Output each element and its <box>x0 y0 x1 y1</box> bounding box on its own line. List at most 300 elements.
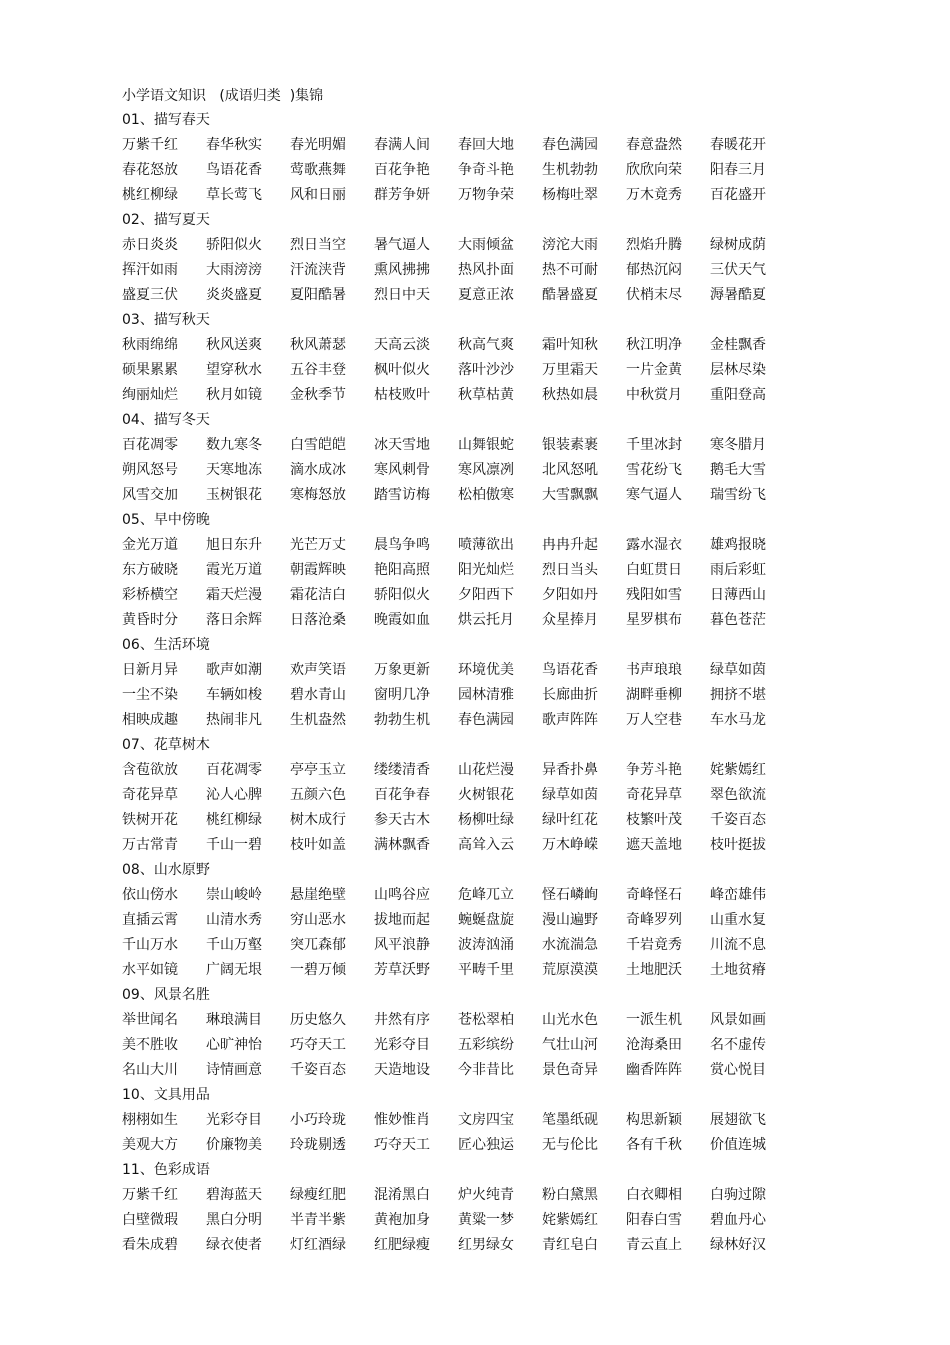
idiom-cell: 重阳登高 <box>710 387 766 403</box>
idiom-cell: 生机勃勃 <box>542 162 598 178</box>
idiom-cell: 青红皂白 <box>542 1237 598 1253</box>
idiom-cell: 勃勃生机 <box>374 712 430 728</box>
idiom-cell: 玉树银花 <box>206 487 262 503</box>
idiom-rows <box>122 433 782 508</box>
idiom-cell: 绿草如茵 <box>710 662 766 678</box>
idiom-row <box>122 608 782 633</box>
idiom-rows <box>122 1183 782 1258</box>
idiom-cell: 烈焰升腾 <box>626 237 682 253</box>
idiom-cell: 酷暑盛夏 <box>542 287 598 303</box>
idiom-cell: 层林尽染 <box>710 362 766 378</box>
idiom-cell: 雄鸡报晓 <box>710 537 766 553</box>
idiom-cell: 混淆黑白 <box>374 1187 430 1203</box>
idiom-cell: 滂沱大雨 <box>542 237 598 253</box>
idiom-cell: 长廊曲折 <box>542 687 598 703</box>
idiom-cell: 大雨倾盆 <box>458 237 514 253</box>
idiom-cell: 万古常青 <box>122 837 178 853</box>
idiom-cell: 树木成行 <box>290 812 346 828</box>
idiom-cell: 中秋赏月 <box>626 387 682 403</box>
idiom-cell: 一派生机 <box>626 1012 682 1028</box>
document-title: 小学语文知识 (成语归类 )集锦 <box>122 88 324 104</box>
idiom-cell: 灯红酒绿 <box>290 1237 346 1253</box>
idiom-cell: 北风怒吼 <box>542 462 598 478</box>
idiom-cell: 光芒万丈 <box>290 537 346 553</box>
idiom-cell: 车辆如梭 <box>206 687 262 703</box>
idiom-cell: 景色奇异 <box>542 1062 598 1078</box>
idiom-cell: 书声琅琅 <box>626 662 682 678</box>
idiom-row <box>122 783 782 808</box>
idiom-cell: 千山万壑 <box>206 937 262 953</box>
idiom-row <box>122 1208 782 1233</box>
idiom-section <box>122 733 782 858</box>
idiom-cell: 东方破晓 <box>122 562 178 578</box>
idiom-cell: 夕阳西下 <box>458 587 514 603</box>
idiom-cell: 价廉物美 <box>206 1137 262 1153</box>
idiom-cell: 绿衣使者 <box>206 1237 262 1253</box>
idiom-cell: 郁热沉闷 <box>626 262 682 278</box>
idiom-cell: 霜叶知秋 <box>542 337 598 353</box>
idiom-cell: 夏阳酷暑 <box>290 287 346 303</box>
idiom-cell: 奇花异草 <box>122 787 178 803</box>
idiom-cell: 碧水青山 <box>290 687 346 703</box>
idiom-cell: 莺歌燕舞 <box>290 162 346 178</box>
idiom-cell: 群芳争妍 <box>374 187 430 203</box>
idiom-cell: 百花凋零 <box>122 437 178 453</box>
idiom-cell: 巧夺天工 <box>290 1037 346 1053</box>
idiom-cell: 环境优美 <box>458 662 514 678</box>
idiom-cell: 绿瘦红肥 <box>290 1187 346 1203</box>
idiom-cell: 阳春三月 <box>710 162 766 178</box>
idiom-row <box>122 1233 782 1258</box>
idiom-cell: 巧夺天工 <box>374 1137 430 1153</box>
idiom-cell: 落叶沙沙 <box>458 362 514 378</box>
idiom-cell: 秋高气爽 <box>458 337 514 353</box>
idiom-cell: 奇花异草 <box>626 787 682 803</box>
section-heading: 04、描写冬天 <box>122 412 210 428</box>
idiom-row <box>122 833 782 858</box>
idiom-cell: 旭日东升 <box>206 537 262 553</box>
idiom-cell: 天造地设 <box>374 1062 430 1078</box>
section-heading: 11、色彩成语 <box>122 1162 210 1178</box>
idiom-cell: 秋草枯黄 <box>458 387 514 403</box>
idiom-cell: 秋风萧瑟 <box>290 337 346 353</box>
idiom-cell: 春暖花开 <box>710 137 766 153</box>
idiom-cell: 千姿百态 <box>710 812 766 828</box>
idiom-cell: 玲珑剔透 <box>290 1137 346 1153</box>
idiom-cell: 金光万道 <box>122 537 178 553</box>
idiom-cell: 怪石嶙峋 <box>542 887 598 903</box>
idiom-cell: 奇峰罗列 <box>626 912 682 928</box>
idiom-cell: 踏雪访梅 <box>374 487 430 503</box>
idiom-cell: 山花烂漫 <box>458 762 514 778</box>
idiom-cell: 崇山峻岭 <box>206 887 262 903</box>
idiom-section <box>122 858 782 983</box>
idiom-cell: 价值连城 <box>710 1137 766 1153</box>
idiom-cell: 千里冰封 <box>626 437 682 453</box>
idiom-cell: 赏心悦目 <box>710 1062 766 1078</box>
idiom-row <box>122 1108 782 1133</box>
idiom-cell: 烈日当空 <box>290 237 346 253</box>
idiom-cell: 名不虚传 <box>710 1037 766 1053</box>
idiom-cell: 争奇斗艳 <box>458 162 514 178</box>
idiom-cell: 美观大方 <box>122 1137 178 1153</box>
idiom-cell: 盛夏三伏 <box>122 287 178 303</box>
idiom-section <box>122 108 782 208</box>
idiom-cell: 红肥绿瘦 <box>374 1237 430 1253</box>
idiom-cell: 绿叶红花 <box>542 812 598 828</box>
idiom-cell: 溽暑酷夏 <box>710 287 766 303</box>
idiom-cell: 直插云霄 <box>122 912 178 928</box>
idiom-cell: 天寒地冻 <box>206 462 262 478</box>
idiom-cell: 荒原漠漠 <box>542 962 598 978</box>
idiom-cell: 异香扑鼻 <box>542 762 598 778</box>
idiom-cell: 百花凋零 <box>206 762 262 778</box>
idiom-cell: 暑气逼人 <box>374 237 430 253</box>
idiom-cell: 突兀森郁 <box>290 937 346 953</box>
idiom-cell: 数九寒冬 <box>206 437 262 453</box>
idiom-cell: 缕缕清香 <box>374 762 430 778</box>
idiom-cell: 依山傍水 <box>122 887 178 903</box>
idiom-cell: 黄粱一梦 <box>458 1212 514 1228</box>
idiom-row <box>122 158 782 183</box>
idiom-cell: 绿树成荫 <box>710 237 766 253</box>
idiom-cell: 火树银花 <box>458 787 514 803</box>
idiom-cell: 拔地而起 <box>374 912 430 928</box>
idiom-cell: 骄阳似火 <box>206 237 262 253</box>
idiom-cell: 拥挤不堪 <box>710 687 766 703</box>
section-heading: 05、早中傍晚 <box>122 512 210 528</box>
idiom-cell: 相映成趣 <box>122 712 178 728</box>
idiom-cell: 白虹贯日 <box>626 562 682 578</box>
idiom-row <box>122 708 782 733</box>
idiom-cell: 艳阳高照 <box>374 562 430 578</box>
idiom-cell: 半青半紫 <box>290 1212 346 1228</box>
idiom-cell: 炉火纯青 <box>458 1187 514 1203</box>
section-heading: 02、描写夏天 <box>122 212 210 228</box>
idiom-cell: 姹紫嫣红 <box>710 762 766 778</box>
idiom-cell: 沧海桑田 <box>626 1037 682 1053</box>
idiom-cell: 秋江明净 <box>626 337 682 353</box>
document-page <box>122 84 782 1258</box>
idiom-row <box>122 1008 782 1033</box>
idiom-cell: 构思新颖 <box>626 1112 682 1128</box>
idiom-cell: 炎炎盛夏 <box>206 287 262 303</box>
idiom-cell: 歌声如潮 <box>206 662 262 678</box>
idiom-cell: 高耸入云 <box>458 837 514 853</box>
idiom-cell: 大雪飘飘 <box>542 487 598 503</box>
idiom-cell: 桃红柳绿 <box>206 812 262 828</box>
idiom-cell: 滴水成冰 <box>290 462 346 478</box>
idiom-row <box>122 358 782 383</box>
idiom-cell: 望穿秋水 <box>206 362 262 378</box>
idiom-cell: 春花怒放 <box>122 162 178 178</box>
idiom-cell: 姹紫嫣红 <box>542 1212 598 1228</box>
idiom-cell: 沁人心脾 <box>206 787 262 803</box>
idiom-cell: 窗明几净 <box>374 687 430 703</box>
idiom-cell: 土地肥沃 <box>626 962 682 978</box>
idiom-cell: 山舞银蛇 <box>458 437 514 453</box>
idiom-cell: 日新月异 <box>122 662 178 678</box>
idiom-cell: 热风扑面 <box>458 262 514 278</box>
idiom-cell: 挥汗如雨 <box>122 262 178 278</box>
idiom-cell: 夏意正浓 <box>458 287 514 303</box>
idiom-cell: 粉白黛黑 <box>542 1187 598 1203</box>
idiom-cell: 展翅欲飞 <box>710 1112 766 1128</box>
idiom-cell: 鸟语花香 <box>542 662 598 678</box>
idiom-row <box>122 433 782 458</box>
idiom-cell: 遮天盖地 <box>626 837 682 853</box>
idiom-cell: 百花争春 <box>374 787 430 803</box>
idiom-cell: 满林飘香 <box>374 837 430 853</box>
idiom-cell: 美不胜收 <box>122 1037 178 1053</box>
idiom-row <box>122 533 782 558</box>
idiom-cell: 露水湿衣 <box>626 537 682 553</box>
idiom-cell: 星罗棋布 <box>626 612 682 628</box>
idiom-cell: 一碧万倾 <box>290 962 346 978</box>
idiom-row <box>122 683 782 708</box>
idiom-cell: 阳春白雪 <box>626 1212 682 1228</box>
idiom-cell: 喷薄欲出 <box>458 537 514 553</box>
idiom-cell: 杨柳吐绿 <box>458 812 514 828</box>
idiom-cell: 冉冉升起 <box>542 537 598 553</box>
idiom-cell: 苍松翠柏 <box>458 1012 514 1028</box>
idiom-cell: 风和日丽 <box>290 187 346 203</box>
idiom-cell: 烈日当头 <box>542 562 598 578</box>
idiom-cell: 波涛汹涌 <box>458 937 514 953</box>
idiom-cell: 秋月如镜 <box>206 387 262 403</box>
section-heading: 10、文具用品 <box>122 1087 210 1103</box>
idiom-rows <box>122 883 782 983</box>
idiom-cell: 万木竟秀 <box>626 187 682 203</box>
idiom-row <box>122 183 782 208</box>
section-heading: 09、风景名胜 <box>122 987 210 1003</box>
idiom-cell: 一尘不染 <box>122 687 178 703</box>
idiom-cell: 光彩夺目 <box>374 1037 430 1053</box>
idiom-section <box>122 408 782 508</box>
idiom-cell: 山重水复 <box>710 912 766 928</box>
idiom-cell: 夕阳如丹 <box>542 587 598 603</box>
idiom-cell: 绿草如茵 <box>542 787 598 803</box>
idiom-cell: 烘云托月 <box>458 612 514 628</box>
idiom-cell: 万紫千红 <box>122 1187 178 1203</box>
idiom-cell: 秋雨绵绵 <box>122 337 178 353</box>
idiom-cell: 千山一碧 <box>206 837 262 853</box>
idiom-cell: 幽香阵阵 <box>626 1062 682 1078</box>
idiom-cell: 栩栩如生 <box>122 1112 178 1128</box>
idiom-row <box>122 133 782 158</box>
idiom-cell: 碧血丹心 <box>710 1212 766 1228</box>
idiom-cell: 落日余辉 <box>206 612 262 628</box>
idiom-cell: 寒气逼人 <box>626 487 682 503</box>
idiom-cell: 井然有序 <box>374 1012 430 1028</box>
idiom-rows <box>122 233 782 308</box>
idiom-cell: 春色满园 <box>458 712 514 728</box>
section-heading: 07、花草树木 <box>122 737 210 753</box>
idiom-cell: 彩桥横空 <box>122 587 178 603</box>
idiom-cell: 春回大地 <box>458 137 514 153</box>
idiom-cell: 大雨滂滂 <box>206 262 262 278</box>
idiom-cell: 青云直上 <box>626 1237 682 1253</box>
idiom-cell: 举世闻名 <box>122 1012 178 1028</box>
idiom-cell: 枝叶挺拔 <box>710 837 766 853</box>
idiom-cell: 赤日炎炎 <box>122 237 178 253</box>
idiom-cell: 万木峥嵘 <box>542 837 598 853</box>
idiom-cell: 平畴千里 <box>458 962 514 978</box>
idiom-cell: 万紫千红 <box>122 137 178 153</box>
idiom-cell: 一片金黄 <box>626 362 682 378</box>
idiom-rows <box>122 333 782 408</box>
idiom-cell: 绿林好汉 <box>710 1237 766 1253</box>
idiom-cell: 水平如镜 <box>122 962 178 978</box>
idiom-cell: 五彩缤纷 <box>458 1037 514 1053</box>
idiom-cell: 白壁微瑕 <box>122 1212 178 1228</box>
idiom-cell: 黑白分明 <box>206 1212 262 1228</box>
idiom-cell: 历史悠久 <box>290 1012 346 1028</box>
idiom-row <box>122 383 782 408</box>
idiom-cell: 危峰兀立 <box>458 887 514 903</box>
idiom-cell: 翠色欲流 <box>710 787 766 803</box>
idiom-row <box>122 658 782 683</box>
idiom-cell: 雨后彩虹 <box>710 562 766 578</box>
idiom-cell: 土地贫瘠 <box>710 962 766 978</box>
idiom-cell: 琳琅满目 <box>206 1012 262 1028</box>
idiom-cell: 众星捧月 <box>542 612 598 628</box>
idiom-cell: 朔风怒号 <box>122 462 178 478</box>
idiom-cell: 湖畔垂柳 <box>626 687 682 703</box>
idiom-cell: 热不可耐 <box>542 262 598 278</box>
idiom-cell: 参天古木 <box>374 812 430 828</box>
idiom-cell: 漫山遍野 <box>542 912 598 928</box>
idiom-cell: 伏梢末尽 <box>626 287 682 303</box>
idiom-cell: 鹅毛大雪 <box>710 462 766 478</box>
idiom-cell: 骄阳似火 <box>374 587 430 603</box>
idiom-cell: 秋风送爽 <box>206 337 262 353</box>
idiom-cell: 金桂飘香 <box>710 337 766 353</box>
idiom-cell: 今非昔比 <box>458 1062 514 1078</box>
idiom-cell: 名山大川 <box>122 1062 178 1078</box>
idiom-cell: 晨鸟争鸣 <box>374 537 430 553</box>
idiom-cell: 诗情画意 <box>206 1062 262 1078</box>
idiom-cell: 笔墨纸砚 <box>542 1112 598 1128</box>
idiom-cell: 冰天雪地 <box>374 437 430 453</box>
idiom-section <box>122 508 782 633</box>
idiom-cell: 山鸣谷应 <box>374 887 430 903</box>
idiom-cell: 万物争荣 <box>458 187 514 203</box>
idiom-cell: 暮色苍茫 <box>710 612 766 628</box>
idiom-cell: 枝叶如盖 <box>290 837 346 853</box>
idiom-cell: 枝繁叶茂 <box>626 812 682 828</box>
idiom-rows <box>122 533 782 633</box>
idiom-cell: 烈日中天 <box>374 287 430 303</box>
idiom-cell: 争芳斗艳 <box>626 762 682 778</box>
idiom-cell: 白驹过隙 <box>710 1187 766 1203</box>
idiom-rows <box>122 758 782 858</box>
idiom-cell: 秋热如晨 <box>542 387 598 403</box>
idiom-cell: 欢声笑语 <box>290 662 346 678</box>
idiom-rows <box>122 658 782 733</box>
idiom-cell: 小巧玲珑 <box>290 1112 346 1128</box>
idiom-cell: 峰峦雄伟 <box>710 887 766 903</box>
idiom-cell: 五颜六色 <box>290 787 346 803</box>
idiom-rows <box>122 1108 782 1158</box>
idiom-row <box>122 333 782 358</box>
idiom-row <box>122 883 782 908</box>
idiom-cell: 残阳如雪 <box>626 587 682 603</box>
idiom-cell: 生机盎然 <box>290 712 346 728</box>
idiom-cell: 春意盎然 <box>626 137 682 153</box>
idiom-cell: 寒冬腊月 <box>710 437 766 453</box>
idiom-cell: 春满人间 <box>374 137 430 153</box>
idiom-cell: 光彩夺目 <box>206 1112 262 1128</box>
idiom-row <box>122 1183 782 1208</box>
idiom-cell: 园林清雅 <box>458 687 514 703</box>
idiom-row <box>122 283 782 308</box>
idiom-row <box>122 558 782 583</box>
idiom-cell: 风平浪静 <box>374 937 430 953</box>
idiom-sections <box>122 108 782 1258</box>
idiom-cell: 广阔无垠 <box>206 962 262 978</box>
idiom-cell: 碧海蓝天 <box>206 1187 262 1203</box>
idiom-cell: 白衣卿相 <box>626 1187 682 1203</box>
idiom-row <box>122 1033 782 1058</box>
idiom-cell: 熏风拂拂 <box>374 262 430 278</box>
idiom-row <box>122 933 782 958</box>
idiom-cell: 白雪皑皑 <box>290 437 346 453</box>
idiom-cell: 黄袍加身 <box>374 1212 430 1228</box>
idiom-cell: 风雪交加 <box>122 487 178 503</box>
idiom-cell: 春光明媚 <box>290 137 346 153</box>
idiom-cell: 千姿百态 <box>290 1062 346 1078</box>
idiom-cell: 山清水秀 <box>206 912 262 928</box>
section-heading: 01、描写春天 <box>122 112 210 128</box>
idiom-cell: 惟妙惟肖 <box>374 1112 430 1128</box>
idiom-row <box>122 583 782 608</box>
idiom-cell: 日落沧桑 <box>290 612 346 628</box>
idiom-cell: 春色满园 <box>542 137 598 153</box>
idiom-cell: 桃红柳绿 <box>122 187 178 203</box>
idiom-cell: 春华秋实 <box>206 137 262 153</box>
idiom-cell: 汗流浃背 <box>290 262 346 278</box>
idiom-cell: 气壮山河 <box>542 1037 598 1053</box>
idiom-section <box>122 983 782 1083</box>
idiom-cell: 杨梅吐翠 <box>542 187 598 203</box>
idiom-cell: 车水马龙 <box>710 712 766 728</box>
idiom-cell: 芳草沃野 <box>374 962 430 978</box>
idiom-row <box>122 1133 782 1158</box>
idiom-cell: 鸟语花香 <box>206 162 262 178</box>
idiom-cell: 百花盛开 <box>710 187 766 203</box>
idiom-row <box>122 233 782 258</box>
idiom-cell: 万里霜天 <box>542 362 598 378</box>
idiom-cell: 万人空巷 <box>626 712 682 728</box>
idiom-cell: 匠心独运 <box>458 1137 514 1153</box>
idiom-cell: 铁树开花 <box>122 812 178 828</box>
idiom-cell: 山光水色 <box>542 1012 598 1028</box>
idiom-cell: 三伏天气 <box>710 262 766 278</box>
idiom-cell: 银装素裹 <box>542 437 598 453</box>
idiom-cell: 松柏傲寒 <box>458 487 514 503</box>
idiom-cell: 水流湍急 <box>542 937 598 953</box>
idiom-cell: 百花争艳 <box>374 162 430 178</box>
idiom-cell: 晚霞如血 <box>374 612 430 628</box>
idiom-cell: 歌声阵阵 <box>542 712 598 728</box>
idiom-row <box>122 758 782 783</box>
idiom-cell: 心旷神怡 <box>206 1037 262 1053</box>
idiom-cell: 雪花纷飞 <box>626 462 682 478</box>
idiom-cell: 无与伦比 <box>542 1137 598 1153</box>
idiom-section <box>122 1158 782 1258</box>
idiom-cell: 穷山恶水 <box>290 912 346 928</box>
